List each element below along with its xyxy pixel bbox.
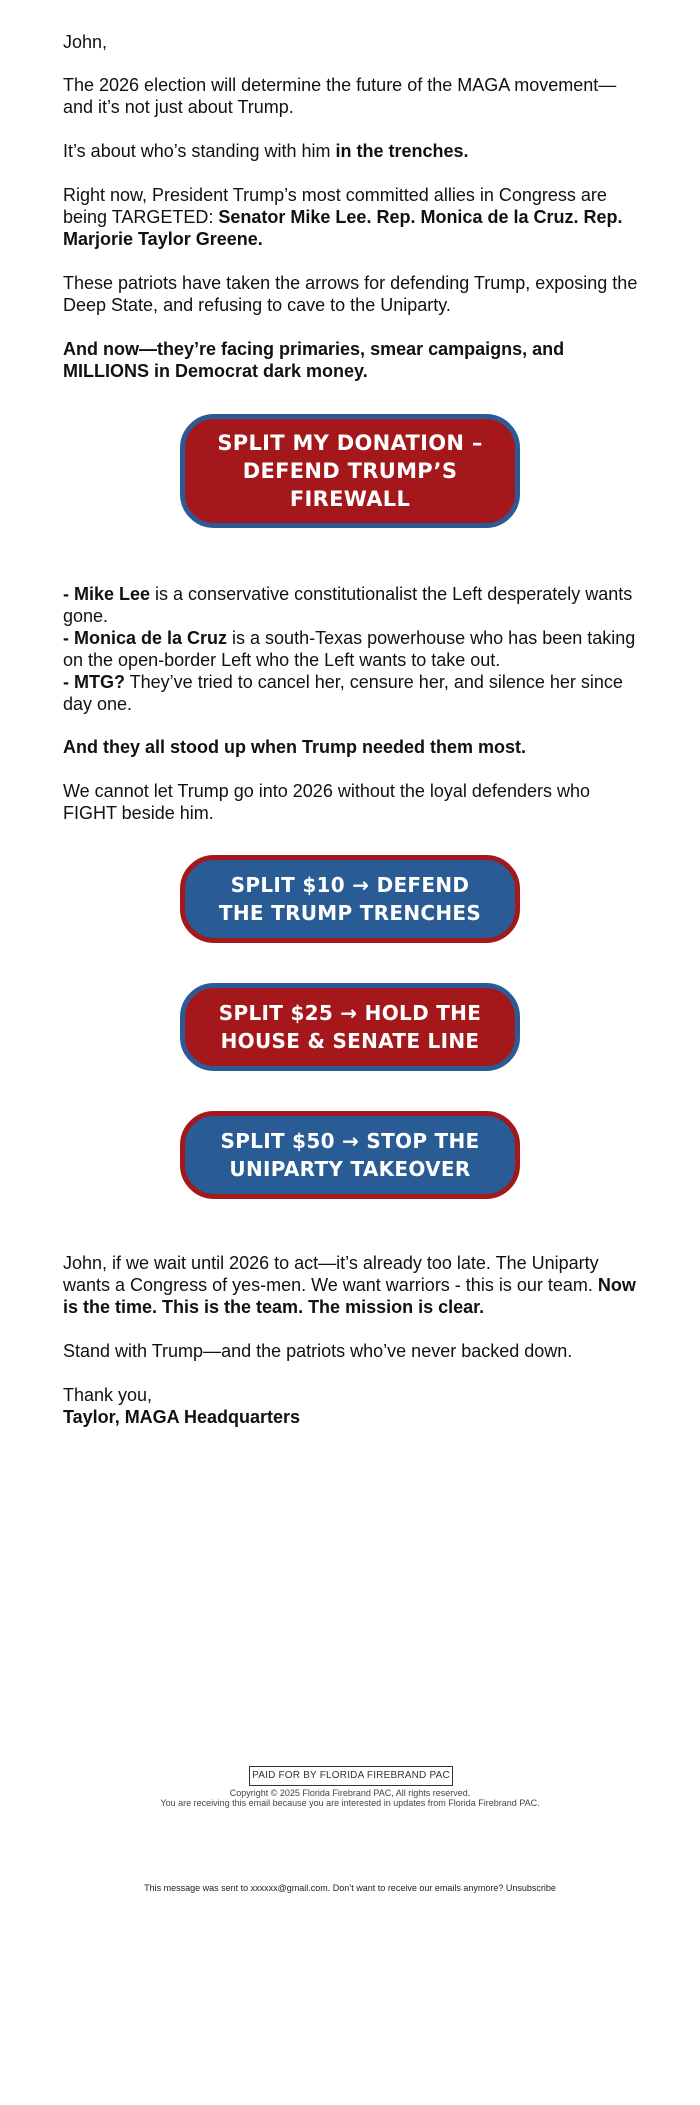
copyright-text: Copyright © 2025 Florida Firebrand PAC, All rights reserved.: [229, 1788, 471, 1798]
paragraph-targeted: Right now, President Trump’s most committed allies in Congress are being TARGETED: Senator Mike Lee. Rep. Monica de la Cruz. Rep. Marjorie Taylor Greene.: [63, 185, 623, 249]
list-item: - Monica de la Cruz is a south-Texas powerhouse who has been taking on the open-border Left who the Left wants to take out.: [63, 628, 636, 670]
split-10-button[interactable]: SPLIT $10 → DEFEND THE TRUMP TRENCHES: [180, 855, 520, 943]
paragraph-patriots: These patriots have taken the arrows for defending Trump, exposing the Deep State, and refusing to cave to the Uniparty.: [63, 273, 638, 315]
paragraph-stood-up: And they all stood up when Trump needed them most.: [63, 737, 527, 757]
greeting: John,: [63, 32, 108, 52]
list-item: - MTG? They’ve tried to cancel her, censure her, and silence her since day one.: [63, 672, 623, 714]
paragraph-loyal-defenders: We cannot let Trump go into 2026 without the loyal defenders who FIGHT beside him.: [63, 781, 590, 823]
signoff: Thank you,: [63, 1385, 153, 1405]
split-25-button[interactable]: SPLIT $25 → HOLD THE HOUSE & SENATE LINE: [180, 983, 520, 1071]
split-donation-button[interactable]: SPLIT MY DONATION – DEFEND TRUMP’S FIREWALL: [180, 414, 520, 528]
allies-list: [63, 583, 643, 715]
subscription-reason: You are receiving this email because you are interested in updates from Florida Firebrand PAC.: [160, 1798, 540, 1808]
unsubscribe-notice[interactable]: This message was sent to xxxxxx@gmail.com. Don’t want to receive our emails anymore? Unsubscribe: [144, 1883, 556, 1893]
paragraph-election: The 2026 election will determine the future of the MAGA movement—and it’s not just about Trump.: [63, 75, 617, 117]
paragraph-act-now: John, if we wait until 2026 to act—it’s already too late. The Uniparty wants a Congress of yes-men. We want warriors - this is our team. Now is the time. This is the team. The mission is clear.: [63, 1253, 636, 1317]
paragraph-stand-with-trump: Stand with Trump—and the patriots who’ve never backed down.: [63, 1341, 573, 1361]
paragraph-primaries: And now—they’re facing primaries, smear campaigns, and MILLIONS in Democrat dark money.: [63, 339, 565, 381]
paragraph-trenches: It’s about who’s standing with him in the trenches.: [63, 141, 469, 161]
list-item: - Mike Lee is a conservative constitutionalist the Left desperately wants gone.: [63, 584, 633, 626]
paid-for-disclaimer: PAID FOR BY FLORIDA FIREBRAND PAC: [249, 1766, 453, 1786]
signature: Taylor, MAGA Headquarters: [63, 1407, 301, 1427]
split-50-button[interactable]: SPLIT $50 → STOP THE UNIPARTY TAKEOVER: [180, 1111, 520, 1199]
